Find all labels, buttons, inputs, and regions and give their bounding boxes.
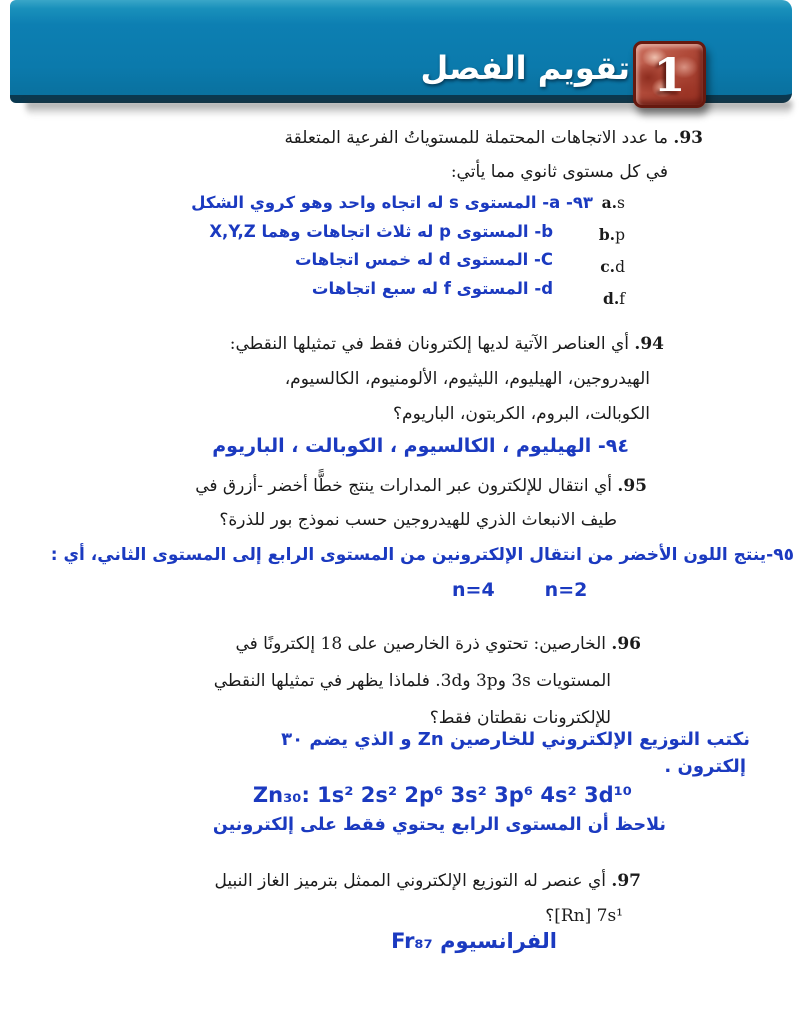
answer-94: ٩٤- الهيليوم ، الكالسيوم ، الكوبالت ، الباريوم xyxy=(212,435,629,457)
answer-96-note: نلاحظ أن المستوى الرابع يحتوي فقط على إلكترونين xyxy=(212,815,666,835)
q97-text-1: أي عنصر له التوزيع الإلكتروني الممثل بترميز الغاز النبيل xyxy=(214,871,606,891)
answer-93-line-3: C- المستوى d له خمس اتجاهات xyxy=(294,250,553,269)
answer-96 xyxy=(213,726,750,840)
q93-text-2: في كل مستوى ثانوي مما يأتي: xyxy=(450,162,668,182)
q96-text-1: الخارصين: تحتوي ذرة الخارصين على 18 إلكترونًا في xyxy=(235,634,606,654)
q93-option-a-label: a. xyxy=(601,193,618,212)
q93-option-b-label: b. xyxy=(598,225,616,244)
chapter-number: 1 xyxy=(653,47,686,102)
q93-options-list xyxy=(599,187,643,315)
q93-option-d-value: f xyxy=(619,290,625,308)
q95-line-1 xyxy=(195,469,647,503)
question-94 xyxy=(230,327,664,432)
q94-text-3: الكوبالت، البروم، الكربتون، الباريوم؟ xyxy=(393,404,650,424)
q96-number: 96. xyxy=(611,634,641,654)
chapter-number-badge xyxy=(633,41,706,108)
q97-line-1 xyxy=(215,864,641,899)
answer-95-n-to: n=2 xyxy=(544,579,588,601)
page-title: تقويم الفصل xyxy=(420,49,630,87)
question-93 xyxy=(284,121,703,189)
q94-line-1 xyxy=(230,327,664,362)
answer-93 xyxy=(191,189,593,303)
q93-option-a-value: s xyxy=(617,194,625,212)
q95-number: 95. xyxy=(617,476,647,496)
q97-noble-gas-notation: ‪[Rn] 7s¹‬؟ xyxy=(545,906,623,926)
answer-96-electron-configuration: Zn₃₀: 1s² 2s² 2p⁶ 3s² 3p⁶ 4s² 3d¹⁰ xyxy=(252,783,632,807)
answer-93-line-4: d- المستوى f له سبع اتجاهات xyxy=(311,278,553,298)
question-95 xyxy=(195,469,647,537)
q95-text-2: طيف الانبعاث الذري للهيدروجين حسب نموذج بور للذرة؟ xyxy=(219,510,617,530)
q94-text-2: الهيدروجين، الهيليوم، الليثيوم، الألومنيوم، الكالسيوم، xyxy=(284,369,650,389)
q93-option-b xyxy=(599,219,643,251)
answer-95-n-from: n=4 xyxy=(452,579,495,601)
q93-option-a xyxy=(599,187,643,219)
q93-option-d-label: d. xyxy=(603,289,620,308)
q93-option-d xyxy=(599,283,643,315)
q97-number: 97. xyxy=(611,871,641,891)
answer-93-line-1: ٩٣- a- المستوى s له اتجاه واحد وهو كروي الشكل xyxy=(191,193,593,212)
q93-option-c xyxy=(599,251,643,283)
q93-text-1: ما عدد الاتجاهات المحتملة للمستوياتُ الفرعية المتعلقة xyxy=(284,128,668,148)
q93-line-1 xyxy=(284,121,703,155)
question-96 xyxy=(214,626,641,737)
question-97 xyxy=(215,864,641,934)
q94-text-1: أي العناصر الآتية لديها إلكترونان فقط في تمثيلها النقطي: xyxy=(229,334,629,354)
q96-text-3: للإلكترونات نقطتان فقط؟ xyxy=(429,708,611,728)
q93-number: 93. xyxy=(673,128,703,148)
answer-95: ٩٥-ينتج اللون الأخضر من انتقال الإلكترونين من المستوى الرابع إلى المستوى الثاني، أي : xyxy=(50,545,794,565)
answer-93-line-2: b- المستوى p له ثلاث اتجاهات وهما X,Y,Z xyxy=(209,221,553,241)
answer-96-line-2: إلكترون . xyxy=(664,756,746,777)
q96-line-1 xyxy=(214,626,641,663)
answer-96-line-1: نكتب التوزيع الإلكتروني للخارصين Zn و الذي يضم ٣٠ xyxy=(281,729,750,750)
q96-text-2: المستويات 3s و3p و3d. فلماذا يظهر في تمثيلها النقطي xyxy=(213,671,611,691)
answer-97: الفرانسيوم Fr₈₇ xyxy=(391,929,557,953)
q95-text-1: أي انتقال للإلكترون عبر المدارات ينتج خطًّا أخضر -أزرق في xyxy=(195,476,612,496)
q94-number: 94. xyxy=(634,334,664,354)
q93-option-b-value: p xyxy=(615,226,625,244)
answer-95-transition xyxy=(452,579,587,601)
q93-option-c-label: c. xyxy=(600,257,616,276)
q93-option-c-value: d xyxy=(615,258,625,276)
